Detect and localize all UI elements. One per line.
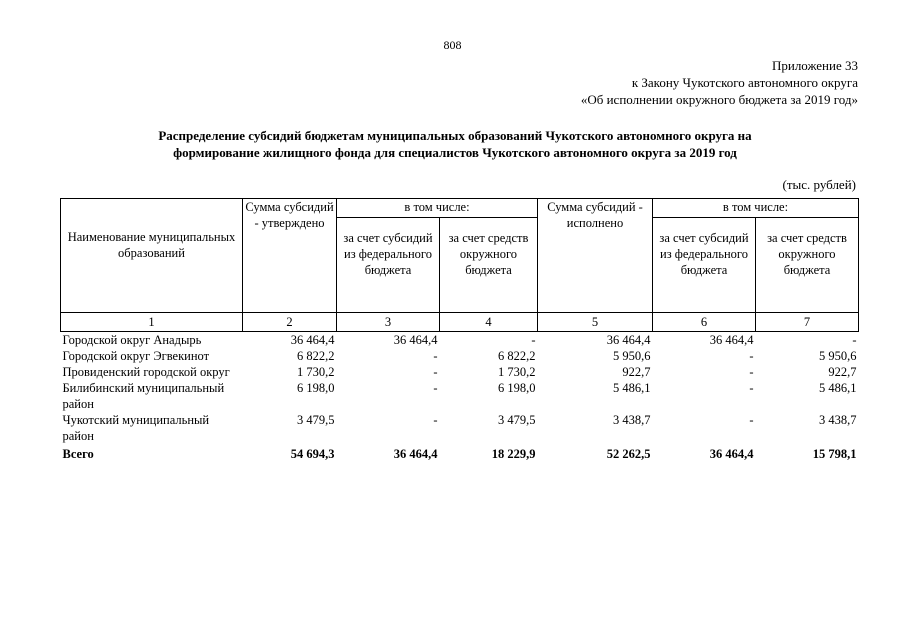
header-district-1: за счет средств окружного бюджета	[440, 218, 538, 313]
annex-header	[581, 57, 858, 108]
cell-federal-approved: -	[433, 365, 438, 379]
total-district-approved: 18 229,9	[491, 447, 536, 461]
cell-district-approved: 6 822,2	[498, 349, 536, 363]
cell-district-approved: 6 198,0	[498, 381, 536, 395]
row-name: Билибинский муниципальный район	[62, 381, 225, 411]
units-note: (тыс. рублей)	[782, 177, 856, 192]
table-row	[61, 364, 859, 380]
annex-line-1: Приложение 33	[771, 58, 858, 73]
column-number: 3	[337, 313, 440, 332]
column-number: 7	[756, 313, 859, 332]
header-executed: Сумма субсидий - исполнено	[538, 199, 653, 313]
annex-line-3: «Об исполнении окружного бюджета за 2019 год»	[580, 92, 858, 107]
table-row	[61, 348, 859, 364]
column-number: 5	[538, 313, 653, 332]
cell-executed: 3 438,7	[613, 413, 651, 427]
subsidy-table	[60, 198, 859, 462]
cell-federal-executed: -	[749, 381, 754, 395]
cell-federal-approved: -	[433, 413, 438, 427]
header-federal-2: за счет субсидий из федерального бюджета	[653, 218, 756, 313]
header-name: Наименование муниципальных образований	[61, 199, 243, 313]
document-title	[60, 127, 850, 161]
cell-approved: 3 479,5	[297, 413, 335, 427]
column-number: 6	[653, 313, 756, 332]
cell-federal-executed: -	[749, 349, 754, 363]
header-including-2: в том числе:	[653, 199, 859, 218]
cell-approved: 6 822,2	[297, 349, 335, 363]
cell-approved: 36 464,4	[290, 333, 335, 347]
total-federal-executed: 36 464,4	[709, 447, 754, 461]
cell-district-executed: -	[852, 333, 857, 347]
total-executed: 52 262,5	[606, 447, 651, 461]
cell-federal-approved: 36 464,4	[393, 333, 438, 347]
cell-district-executed: 5 486,1	[819, 381, 857, 395]
cell-executed: 922,7	[622, 365, 651, 379]
table-row	[61, 380, 859, 412]
header-district-2: за счет средств окружного бюджета	[756, 218, 859, 313]
cell-district-approved: 1 730,2	[498, 365, 536, 379]
cell-federal-approved: -	[433, 381, 438, 395]
cell-executed: 5 486,1	[613, 381, 651, 395]
cell-district-executed: 5 950,6	[819, 349, 857, 363]
cell-federal-executed: -	[749, 365, 754, 379]
title-line-1: Распределение субсидий бюджетам муниципальных образований Чукотского автономного округа на	[158, 128, 752, 143]
total-federal-approved: 36 464,4	[393, 447, 438, 461]
title-line-2: формирование жилищного фонда для специалистов Чукотского автономного округа за 2019 год	[173, 145, 737, 160]
annex-line-2: к Закону Чукотского автономного округа	[631, 75, 858, 90]
cell-approved: 1 730,2	[297, 365, 335, 379]
cell-district-approved: -	[531, 333, 536, 347]
table-row	[61, 412, 859, 444]
header-including-1: в том числе:	[337, 199, 538, 218]
row-name: Городской округ Анадырь	[62, 333, 202, 347]
total-district-executed: 15 798,1	[812, 447, 857, 461]
header-approved: Сумма субсидий - утверждено	[243, 199, 337, 313]
total-row	[61, 444, 859, 462]
cell-federal-executed: -	[749, 413, 754, 427]
cell-federal-executed: 36 464,4	[709, 333, 754, 347]
table-row	[61, 332, 859, 349]
header-federal-1: за счет субсидий из федерального бюджета	[337, 218, 440, 313]
page-number: 808	[443, 38, 462, 52]
cell-federal-approved: -	[433, 349, 438, 363]
column-number: 1	[61, 313, 243, 332]
row-name: Провиденский городской округ	[62, 365, 230, 379]
cell-district-executed: 922,7	[828, 365, 857, 379]
cell-executed: 5 950,6	[613, 349, 651, 363]
total-label: Всего	[62, 447, 94, 461]
column-number: 2	[243, 313, 337, 332]
cell-district-approved: 3 479,5	[498, 413, 536, 427]
column-number: 4	[440, 313, 538, 332]
cell-district-executed: 3 438,7	[819, 413, 857, 427]
total-approved: 54 694,3	[290, 447, 335, 461]
cell-executed: 36 464,4	[606, 333, 651, 347]
row-name: Чукотский муниципальный район	[62, 413, 210, 443]
row-name: Городской округ Эгвекинот	[62, 349, 210, 363]
cell-approved: 6 198,0	[297, 381, 335, 395]
